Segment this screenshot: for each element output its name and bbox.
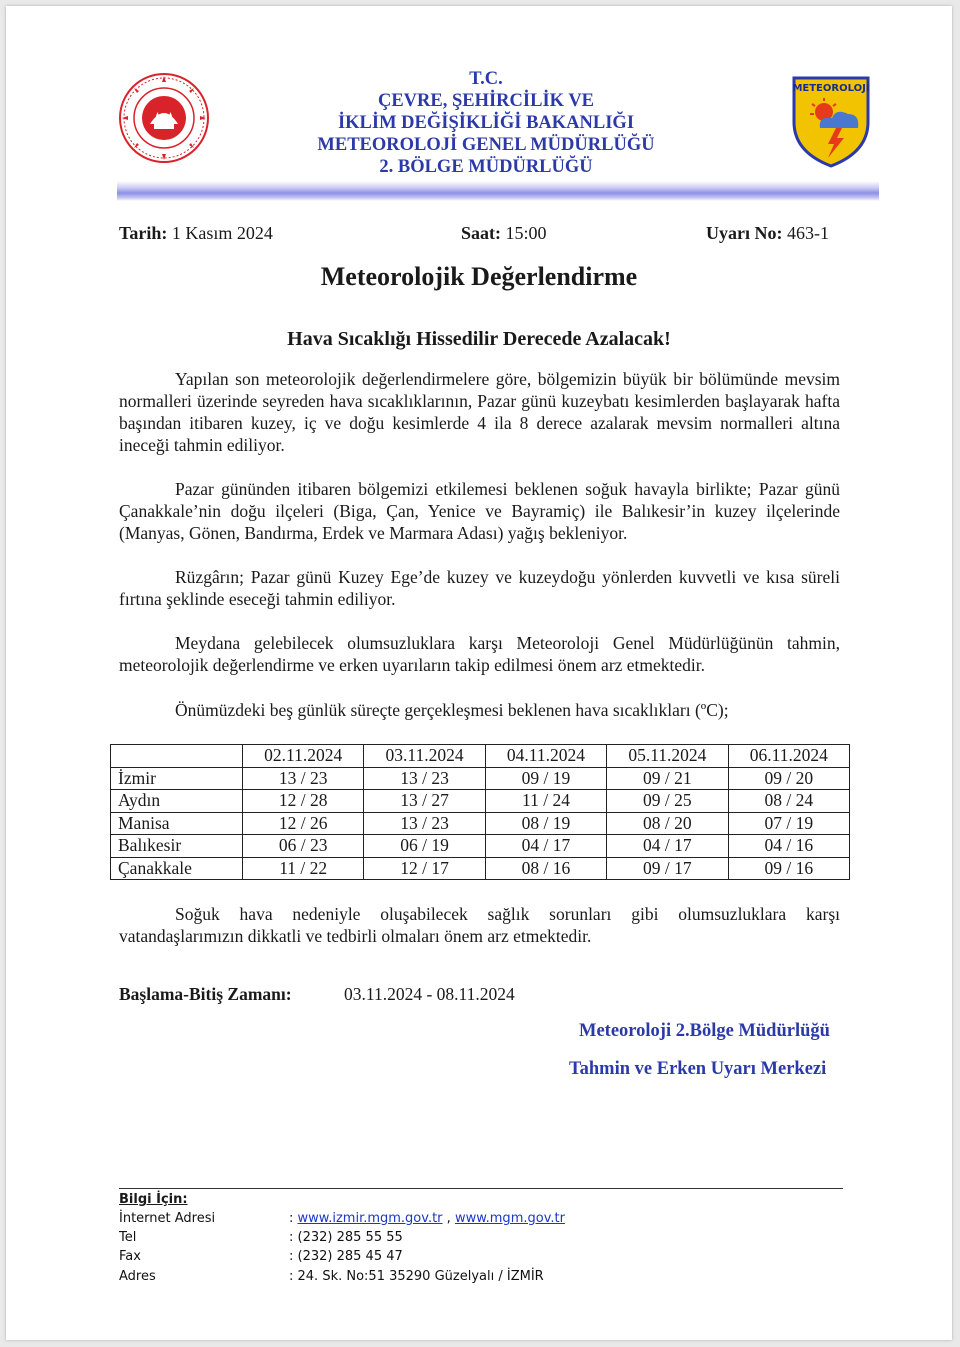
signature-line-2: Tahmin ve Erken Uyarı Merkezi bbox=[569, 1059, 827, 1079]
fax-label: Fax bbox=[119, 1249, 141, 1264]
document-subtitle: Hava Sıcaklığı Hissedilir Derecede Azalacak! bbox=[287, 328, 671, 350]
city-cell: Balıkesir bbox=[111, 835, 243, 858]
table-row bbox=[111, 835, 850, 858]
paragraph: Rüzgârın; Pazar günü Kuzey Ege’de kuzey ve kuzeydoğu yönlerden kuvvetli ve kısa süreli fırtına şeklinde eseceği tahmin ediliyor. bbox=[119, 567, 840, 609]
temp-cell: 13 / 27 bbox=[364, 790, 485, 813]
header-line: 2. BÖLGE MÜDÜRLÜĞÜ bbox=[379, 157, 593, 177]
time-value: 15:00 bbox=[505, 223, 547, 243]
warning-number-field bbox=[706, 223, 829, 244]
table-row bbox=[111, 812, 850, 835]
temp-cell: 06 / 23 bbox=[243, 835, 364, 858]
warning-label: Uyarı No: bbox=[706, 223, 783, 243]
paragraph: Meydana gelebilecek olumsuzluklara karşı Meteoroloji Genel Müdürlüğünün tahmin, meteorolojik değerlendirme ve erken uyarıların takip edilmesi önem arz etmektedir. bbox=[119, 633, 840, 675]
city-cell: Çanakkale bbox=[111, 857, 243, 880]
temp-cell: 13 / 23 bbox=[243, 767, 364, 790]
warning-value: 463-1 bbox=[786, 223, 829, 243]
closing-paragraph: Soğuk hava nedeniyle oluşabilecek sağlık sorunları gibi olumsuzluklara karşı vatandaşlarımızın dikkatli ve tedbirli olmaları önem arz etmektedir. bbox=[119, 904, 840, 946]
temp-cell: 09 / 25 bbox=[607, 790, 728, 813]
temp-cell: 08 / 20 bbox=[607, 812, 728, 835]
internet-value bbox=[289, 1211, 565, 1226]
document-page bbox=[6, 6, 952, 1340]
link-separator: , bbox=[442, 1211, 455, 1226]
period-label: Başlama-Bitiş Zamanı: bbox=[119, 984, 292, 1004]
fax-number: (232) 285 45 47 bbox=[297, 1249, 403, 1264]
fax-value bbox=[289, 1249, 403, 1264]
temp-cell: 04 / 17 bbox=[485, 835, 606, 858]
date-header: 03.11.2024 bbox=[364, 745, 485, 768]
date-field bbox=[119, 223, 273, 244]
date-label: Tarih: bbox=[119, 223, 168, 243]
badge-label: METEOROLOJİ bbox=[792, 83, 870, 94]
time-label: Saat: bbox=[461, 223, 501, 243]
table-header-row bbox=[111, 745, 850, 768]
table-row bbox=[111, 790, 850, 813]
temp-cell: 12 / 28 bbox=[243, 790, 364, 813]
header-line: T.C. bbox=[469, 69, 503, 89]
footer-divider bbox=[119, 1188, 843, 1189]
date-header: 02.11.2024 bbox=[243, 745, 364, 768]
temperature-table bbox=[110, 744, 850, 880]
temp-cell: 13 / 23 bbox=[364, 812, 485, 835]
table-row bbox=[111, 857, 850, 880]
city-cell: İzmir bbox=[111, 767, 243, 790]
temp-cell: 13 / 23 bbox=[364, 767, 485, 790]
temp-cell: 09 / 16 bbox=[728, 857, 849, 880]
date-value: 1 Kasım 2024 bbox=[171, 223, 273, 243]
header-line: İKLİM DEĞİŞİKLİĞİ BAKANLIĞI bbox=[337, 113, 635, 133]
temp-cell: 09 / 21 bbox=[607, 767, 728, 790]
separator-colon: : bbox=[289, 1249, 298, 1264]
date-header: 05.11.2024 bbox=[607, 745, 728, 768]
tel-number: (232) 285 55 55 bbox=[297, 1230, 403, 1245]
temp-cell: 09 / 20 bbox=[728, 767, 849, 790]
temp-cell: 04 / 16 bbox=[728, 835, 849, 858]
mgm-website-link[interactable]: www.mgm.gov.tr bbox=[454, 1211, 565, 1226]
temp-cell: 08 / 19 bbox=[485, 812, 606, 835]
signature-line-1: Meteoroloji 2.Bölge Müdürlüğü bbox=[579, 1021, 830, 1041]
address-label: Adres bbox=[119, 1269, 156, 1284]
separator-colon: : bbox=[289, 1230, 298, 1245]
temp-cell: 12 / 26 bbox=[243, 812, 364, 835]
header-line: ÇEVRE, ŞEHİRCİLİK VE bbox=[377, 91, 595, 111]
izmir-website-link[interactable]: www.izmir.mgm.gov.tr bbox=[297, 1211, 443, 1226]
temp-cell: 04 / 17 bbox=[607, 835, 728, 858]
temp-cell: 07 / 19 bbox=[728, 812, 849, 835]
temp-cell: 09 / 19 bbox=[485, 767, 606, 790]
temp-cell: 11 / 24 bbox=[485, 790, 606, 813]
time-field bbox=[461, 223, 547, 244]
city-cell: Manisa bbox=[111, 812, 243, 835]
header-line: METEOROLOJİ GENEL MÜDÜRLÜĞÜ bbox=[317, 135, 655, 155]
separator-colon: : bbox=[289, 1269, 298, 1284]
header-title bbox=[256, 68, 716, 178]
footer-heading: Bilgi İçin: bbox=[119, 1192, 188, 1207]
temp-cell: 09 / 17 bbox=[607, 857, 728, 880]
tel-value bbox=[289, 1230, 403, 1245]
temp-cell: 12 / 17 bbox=[364, 857, 485, 880]
document-title: Meteorolojik Değerlendirme bbox=[320, 262, 638, 291]
tel-label: Tel bbox=[119, 1230, 137, 1245]
address-value bbox=[289, 1269, 544, 1284]
temp-cell: 08 / 16 bbox=[485, 857, 606, 880]
ministry-seal-icon bbox=[118, 72, 210, 164]
temp-cell: 11 / 22 bbox=[243, 857, 364, 880]
period-value: 03.11.2024 - 08.11.2024 bbox=[344, 984, 515, 1004]
paragraph: Pazar gününden itibaren bölgemizi etkilemesi beklenen soğuk havayla birlikte; Pazar günü Çanakkale’nin doğu ilçeleri (Biga, Çan, Yenice ve Bayramiç) ile Balıkesir’in kuzey ilçelerinde (Manyas, Gönen, Bandırma, Erdek ve Marmara Adası) yağış bekleniyor. bbox=[119, 479, 840, 543]
meteorology-badge-icon bbox=[790, 72, 872, 168]
internet-label: İnternet Adresi bbox=[119, 1211, 216, 1226]
city-cell: Aydın bbox=[111, 790, 243, 813]
separator-colon: : bbox=[289, 1211, 298, 1226]
temp-cell: 06 / 19 bbox=[364, 835, 485, 858]
date-header: 06.11.2024 bbox=[728, 745, 849, 768]
temp-cell: 08 / 24 bbox=[728, 790, 849, 813]
table-row bbox=[111, 767, 850, 790]
address-text: 24. Sk. No:51 35290 Güzelyalı / İZMİR bbox=[297, 1269, 544, 1284]
paragraph: Yapılan son meteorolojik değerlendirmelere göre, bölgemizin büyük bir bölümünde mevsim normalleri üzerinde seyreden hava sıcaklıklarının, Pazar günü kuzeybatı kesimlerden başlayarak hafta başından itibaren kuzey, iç ve doğu kesimlerde 4 ila 8 derece azalarak mevsim normalleri altına ineceği tahmin ediliyor. bbox=[119, 369, 840, 455]
table-intro: Önümüzdeki beş günlük süreçte gerçekleşmesi beklenen hava sıcaklıkları (ºC); bbox=[175, 700, 729, 720]
header-divider-band bbox=[117, 181, 879, 201]
date-header: 04.11.2024 bbox=[485, 745, 606, 768]
table-corner-cell bbox=[111, 745, 243, 768]
